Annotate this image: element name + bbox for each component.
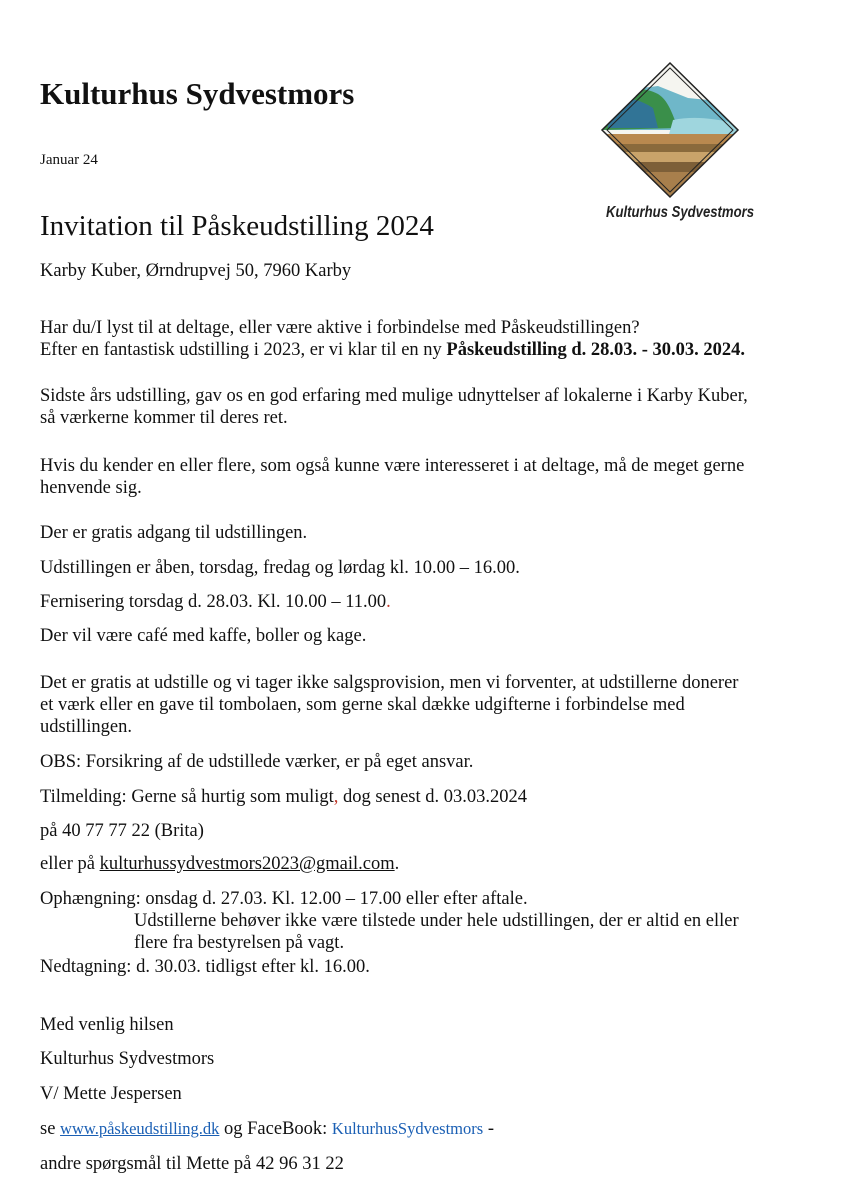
registration-email-line [40, 853, 399, 875]
terms-line-1: Det er gratis at udstille og vi tager ikke salgsprovision, men vi forventer, at udstillerne donerer [40, 673, 739, 693]
vernissage-dot: . [386, 592, 391, 612]
last-year-line-2: så værkerne kommer til deres ret. [40, 408, 288, 428]
intro-line-2 [40, 339, 745, 361]
admission-info: Der er gratis adgang til udstillingen. [40, 523, 308, 543]
kulturhus-logo [598, 58, 754, 236]
intro-line-2-text: Efter en fantastisk udstilling i 2023, er vi klar til en ny [40, 340, 447, 360]
hanging-info: Ophængning: onsdag d. 27.03. Kl. 12.00 – 17.00 eller efter aftale. [40, 889, 528, 909]
registration-phone: på 40 77 77 22 (Brita) [40, 821, 204, 841]
registration-comma: , [333, 787, 339, 807]
terms-line-2: et værk eller en gave til tombolaen, som gerne skal dække udgifterne i forbindelse med [40, 695, 685, 715]
insurance-note: OBS: Forsikring af de udstillede værker, er på eget ansvar. [40, 752, 474, 772]
intro-line-1: Har du/I lyst til at deltage, eller være aktive i forbindelse med Påskeudstillingen? [40, 318, 640, 338]
invite-line-1: Hvis du kender en eller flere, som også kunne være interesseret i at deltage, må de meget gerne [40, 456, 745, 476]
hanging-note-2: flere fra bestyrelsen på vagt. [134, 933, 345, 953]
signoff-person: V/ Mette Jespersen [40, 1084, 182, 1104]
organization-title: Kulturhus Sydvestmors [40, 76, 355, 111]
document-date: Januar 24 [40, 152, 98, 168]
email-link[interactable]: kulturhussydvestmors2023@gmail.com [99, 854, 395, 874]
invite-line-2: henvende sig. [40, 478, 142, 498]
website-link[interactable]: www.påskeudstilling.dk [60, 1119, 220, 1138]
facebook-link[interactable]: KulturhusSydvestmors [331, 1119, 484, 1138]
vernissage-text: Fernisering torsdag d. 28.03. Kl. 10.00 – 11.00 [40, 592, 387, 612]
registration-text: Tilmelding: Gerne så hurtig som muligt [40, 787, 334, 807]
email-prefix: eller på [40, 854, 100, 874]
links-line [40, 1118, 494, 1140]
facebook-prefix: og FaceBook: [219, 1119, 332, 1139]
terms-line-3: udstillingen. [40, 717, 132, 737]
page-title: Invitation til Påskeudstilling 2024 [40, 210, 434, 242]
links-prefix: se [40, 1119, 61, 1139]
exhibition-dates: Påskeudstilling d. 28.03. - 30.03. 2024. [446, 340, 746, 360]
vernissage-info [40, 591, 391, 613]
signoff-organization: Kulturhus Sydvestmors [40, 1049, 215, 1069]
greeting: Med venlig hilsen [40, 1015, 174, 1035]
facebook-suffix: - [483, 1119, 494, 1139]
venue-address: Karby Kuber, Ørndrupvej 50, 7960 Karby [40, 261, 352, 281]
cafe-info: Der vil være café med kaffe, boller og kage. [40, 626, 367, 646]
registration-info [40, 786, 527, 808]
logo-caption: Kulturhus Sydvestmors [606, 204, 754, 221]
questions-contact: andre spørgsmål til Mette på 42 96 31 22 [40, 1154, 344, 1174]
hanging-note-1: Udstillerne behøver ikke være tilstede under hele udstillingen, der er altid en eller [134, 911, 739, 931]
registration-deadline: dog senest d. 03.03.2024 [338, 787, 527, 807]
email-suffix: . [394, 854, 400, 874]
opening-hours: Udstillingen er åben, torsdag, fredag og lørdag kl. 10.00 – 16.00. [40, 558, 520, 578]
takedown-info: Nedtagning: d. 30.03. tidligst efter kl. 16.00. [40, 957, 370, 977]
last-year-line-1: Sidste års udstilling, gav os en god erfaring med mulige udnyttelser af lokalerne i Karby Kuber, [40, 386, 748, 406]
